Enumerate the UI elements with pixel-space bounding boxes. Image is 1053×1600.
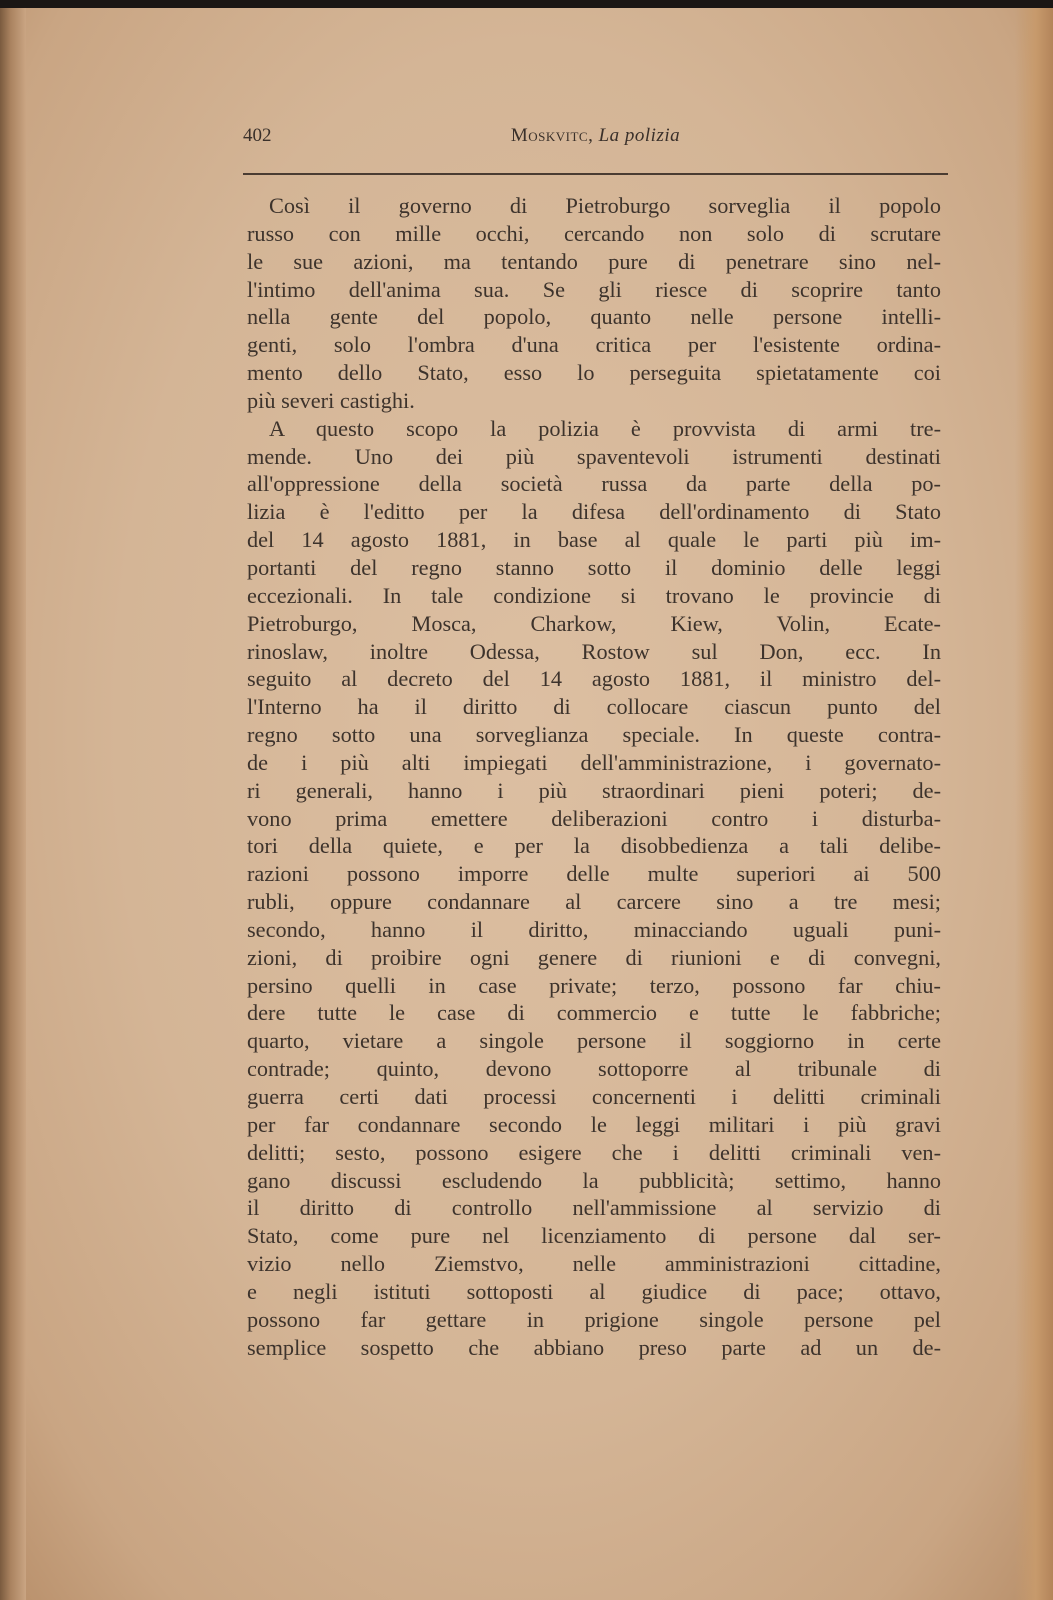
text-line: per far condannare secondo le leggi militari i più gravi [247,1111,941,1137]
header-title: La polizia [598,125,681,146]
text-line: guerra certi dati processi concernenti i delitti criminali [247,1084,941,1109]
text-line: A questo scopo la polizia è provvista di armi tre- [269,415,941,441]
text-line: l'intimo dell'anima sua. Se gli riesce di scoprire tanto [247,276,941,302]
text-line: quarto, vietare a singole persone il soggiorno in certe [247,1028,941,1054]
running-head-title [243,125,948,147]
text-line: tori della quiete, e per la disobbedienza a tali delibe- [247,833,941,859]
text-line: le sue azioni, ma tentando pure di penetrare sino nel- [247,248,941,274]
text-line: rubli, oppure condannare al carcere sino a tre mesi; [247,889,941,915]
text-line: lizia è l'editto per la difesa dell'ordinamento di Stato [247,499,941,525]
text-line: più severi castighi. [247,387,415,413]
text-line: de i più alti impiegati dell'amministrazione, i governato- [247,749,941,775]
text-line: Così il governo di Pietroburgo sorveglia il popolo [269,193,941,218]
book-page [0,8,1053,1600]
text-line: vizio nello Ziemstvo, nelle amministrazioni cittadine, [247,1251,941,1277]
text-line: Stato, come pure nel licenziamento di persone dal ser- [247,1223,941,1249]
header-rule [243,173,948,175]
text-line: all'oppressione della società russa da parte della po- [247,471,941,497]
body-text [247,192,941,1361]
text-line: nella gente del popolo, quanto nelle persone intelli- [247,304,941,330]
text-line: possono far gettare in prigione singole persone pel [247,1306,941,1332]
header-separator: , [588,125,599,146]
text-line: mende. Uno dei più spaventevoli istrumenti destinati [247,443,941,469]
header-author: Moskvitc [510,125,589,146]
page-number: 402 [243,125,272,146]
text-line: regno sotto una sorveglianza speciale. In queste contra- [247,722,941,748]
text-line: Pietroburgo, Mosca, Charkow, Kiew, Volin, Ecate- [247,610,941,636]
text-line: genti, solo l'ombra d'una critica per l'esistente ordina- [247,332,941,358]
text-line: portanti del regno stanno sotto il dominio delle leggi [247,554,941,580]
text-line: del 14 agosto 1881, in base al quale le parti più im- [247,527,941,553]
page-right-edge [1015,8,1053,1600]
text-line: seguito al decreto del 14 agosto 1881, il ministro del- [247,666,941,692]
text-line: contrade; quinto, devono sottoporre al tribunale di [247,1056,941,1082]
text-line: il diritto di controllo nell'ammissione al servizio di [247,1195,941,1221]
text-line: secondo, hanno il diritto, minacciando uguali puni- [247,916,941,942]
running-header [243,125,948,155]
text-line: gano discussi escludendo la pubblicità; settimo, hanno [247,1167,941,1193]
text-line: delitti; sesto, possono esigere che i delitti criminali ven- [247,1139,941,1165]
text-line: semplice sospetto che abbiano preso parte ad un de- [247,1334,941,1360]
text-line: e negli istituti sottoposti al giudice di pace; ottavo, [247,1278,941,1304]
text-line: mento dello Stato, esso lo perseguita spietatamente coi [247,360,941,386]
text-line: vono prima emettere deliberazioni contro i disturba- [247,805,941,831]
text-line: l'Interno ha il diritto di collocare ciascun punto del [247,694,941,720]
text-line: dere tutte le case di commercio e tutte le fabbriche; [247,1000,941,1026]
book-spine-edge [0,8,26,1600]
text-line: persino quelli in case private; terzo, possono far chiu- [247,972,941,998]
text-line: ri generali, hanno i più straordinari pieni poteri; de- [247,777,941,803]
text-line: zioni, di proibire ogni genere di riunioni e di convegni, [247,944,941,970]
text-line: rinoslaw, inoltre Odessa, Rostow sul Don, ecc. In [247,638,941,664]
text-line: eccezionali. In tale condizione si trovano le provincie di [247,582,941,608]
text-line: razioni possono imporre delle multe superiori ai 500 [247,861,941,887]
text-line: russo con mille occhi, cercando non solo di scrutare [247,220,941,246]
